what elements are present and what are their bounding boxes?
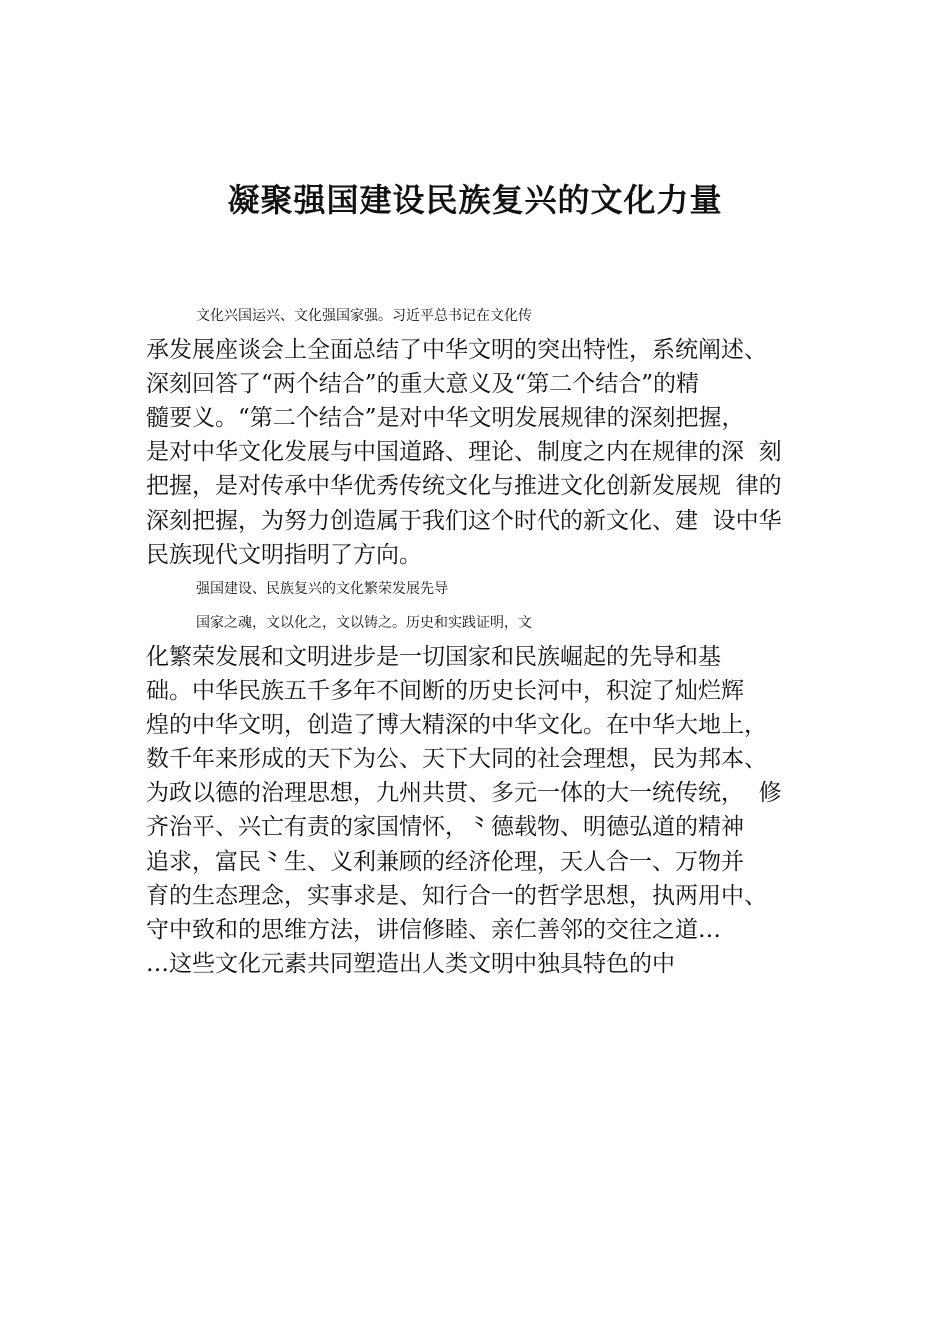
text-line: 是对中华文化发展与中国道路、理论、制度之内在规律的深 刻 bbox=[146, 439, 782, 466]
text-line: 煌的中华文明，创造了博大精深的中华文化。在中华大地上， bbox=[146, 712, 767, 739]
text-line: 把握，是对传承中华优秀传统文化与推进文化创新发展规 律的 bbox=[146, 473, 782, 500]
text-line: 齐治平、兴亡有责的家国情怀，⺀德载物、明德弘道的精神 bbox=[146, 814, 744, 841]
text-line: 强国建设、民族复兴的文化繁荣发展先导 bbox=[196, 580, 448, 597]
text-line: 髓要义。“第二个结合”是对中华文明发展规律的深刻把握， bbox=[146, 405, 745, 432]
text-line: 守中致和的思维方法，讲信修睦、亲仁善邻的交往之道… bbox=[146, 916, 721, 943]
document-title: 凝聚强国建设民族复兴的文化力量 bbox=[227, 181, 723, 219]
text-line: 深刻回答了“两个结合”的重大意义及“第二个结合”的精 bbox=[146, 371, 700, 398]
text-line: 文化兴国运兴、文化强国家强。习近平总书记在文化传 bbox=[196, 308, 532, 324]
text-line: 育的生态理念，实事求是、知行合一的哲学思想，执两用中、 bbox=[146, 882, 767, 909]
text-line: 追求，富民⺀生、义利兼顾的经济伦理，天人合一、万物并 bbox=[146, 848, 744, 875]
text-line: 国家之魂，文以化之，文以铸之。历史和实践证明，文 bbox=[196, 614, 532, 631]
text-line: 化繁荣发展和文明进步是一切国家和民族崛起的先导和基 bbox=[146, 643, 721, 670]
text-line: 为政以德的治理思想，九州共贯、多元一体的大一统传统， 修 bbox=[146, 780, 782, 807]
text-line: 数千年来形成的天下为公、天下大同的社会理想，民为邦本、 bbox=[146, 746, 767, 773]
text-line: 深刻把握，为努力创造属于我们这个时代的新文化、建 设中华 bbox=[146, 507, 782, 534]
text-line: 承发展座谈会上全面总结了中华文明的突出特性，系统阐述、 bbox=[146, 337, 767, 364]
document-body bbox=[146, 299, 846, 981]
text-line: …这些文化元素共同塑造出人类文明中独具特色的中 bbox=[146, 950, 675, 977]
text-line: 础。中华民族五千多年不间断的历史长河中，积淀了灿烂辉 bbox=[146, 678, 744, 705]
text-line: 民族现代文明指明了方向。 bbox=[146, 541, 422, 568]
